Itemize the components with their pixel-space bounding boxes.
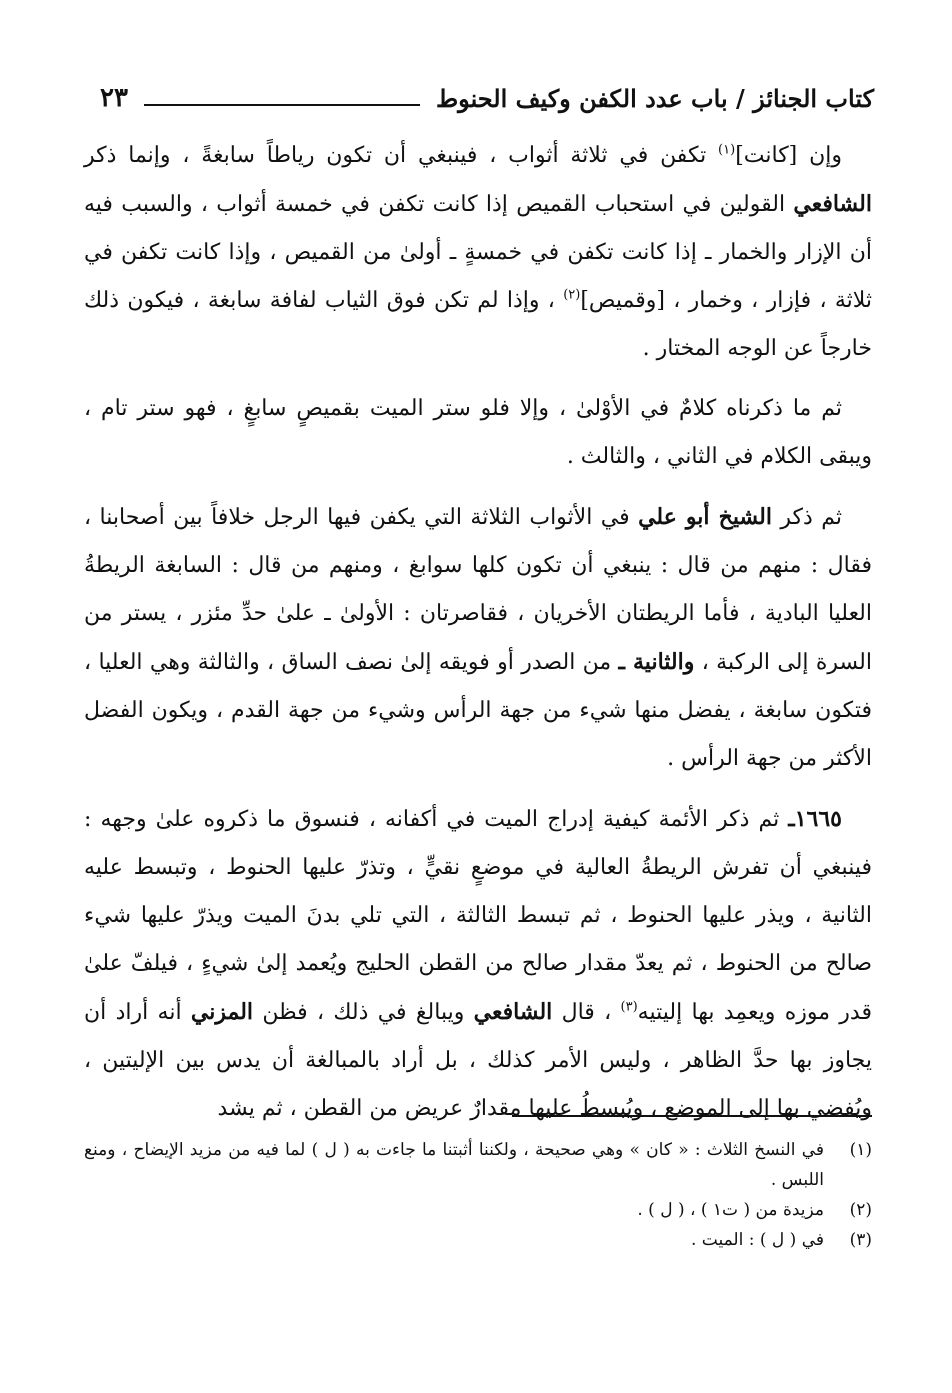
text-run: ويبالغ في ذلك ، فظن [253,1000,474,1025]
name-sheikh-abu-ali: الشيخ أبو علي [638,504,772,530]
footnote-1 [84,1135,872,1195]
footnote-ref-1[interactable]: (١) [718,142,736,158]
footnote-number: (١) [849,1140,872,1160]
footnote-2 [84,1195,872,1225]
text-run: وإن [كانت] [735,143,842,168]
text-run: ، وإذا لم تكن فوق الثياب لفافة سابغة ، فيكون ذلك خارجاً عن الوجه المختار . [84,288,872,361]
section-number: ١٦٦٥ـ [788,806,842,832]
text-run: ثم ذكر [771,505,842,530]
text-run: تكفن في ثلاثة أثواب ، فينبغي أن تكون رياطاً سابغةً ، وإنما ذكر [84,143,719,168]
paragraph-2: ثم ما ذكرناه كلامٌ في الأوْلىٰ ، وإلا فلو ستر الميت بقميصٍ سابغٍ ، فهو ستر تام ، ويبقى الكلام في الثاني ، والثالث . [84,396,872,469]
footnote-3 [84,1225,872,1255]
paragraph-4 [84,795,872,1133]
footnote-ref-2[interactable]: (٢) [563,287,581,303]
text-run: ثم ذكر الأئمة كيفية إدراج الميت في أكفانه ، فنسوق ما ذكروه علىٰ وجهه : فينبغي أن تفرش الريطةُ العالية في موضعٍ نقيٍّ ، وتذرّ عليها الحنوط ، وتبسط عليه الثانية ، ويذر عليها الحنوط ، ثم تبسط الثالثة ، التي تلي بدنَ الميت ويذرّ عليها شيء صالح من الحنوط ، ثم يعدّ مقدار صالح من القطن الحليج ويُعمد إلىٰ شيءٍ ، فيلفّ علىٰ قدر موزه ويعمِد بها إليتيه [84,807,872,1025]
footnote-text: مزيدة من ( ت١ ) ، ( ل ) . [637,1200,824,1220]
main-text [84,132,872,1145]
chapter-title: كتاب الجنائز / باب عدد الكفن وكيف الحنوط [435,83,874,113]
paragraph-3 [84,493,872,783]
footnotes [84,1135,872,1255]
running-header [100,78,874,118]
text-run: القولين في استحباب القميص إذا كانت تكفن في خمسة أثواب ، والسبب فيه أن الإزار والخمار ـ إذا كانت تكفن في خمسةٍ ـ أولىٰ من القميص ، وإذا كانت تكفن في ثلاثة ، فإزار ، وخمار ، [وقميص] [84,192,872,313]
footnote-text: في النسخ الثلاث : « كان » وهي صحيحة ، ولكننا أثبتنا ما جاءت به ( ل ) لما فيه من مزيد الإيضاح ، ومنع اللبس . [84,1140,824,1190]
header-rule [144,104,420,106]
paragraph-1 [84,132,872,373]
footnote-number: (٣) [849,1230,872,1250]
text-run: في الأثواب الثلاثة التي يكفن فيها الرجل خلافاً بين أصحابنا ، فقال : منهم من قال : ينبغي أن تكون كلها سوابغ ، ومنهم من قال : السابغة الريطةُ العليا البادية ، فأما الريطتان الأخريان ، فقاصرتان : الأولىٰ ـ علىٰ حدِّ مئزر ، يستر من السرة إلى الركبة ، [84,505,872,675]
text-run: أنه أراد أن يجاوز بها حدَّ الظاهر ، وليس الأمر كذلك ، بل أراد بالمبالغة أن يدس بين الإليتين ، ويُفضي بها إلى الموضع ، ويُبسطُ عليها مقدارٌ عريض من القطن ، ثم يشد [84,1000,872,1121]
footnote-rule [512,1115,872,1117]
footnote-ref-3[interactable]: (٣) [620,999,638,1015]
term-second: والثانية ـ [618,649,695,675]
name-muzani: المزني [190,999,254,1025]
footnote-number: (٢) [849,1200,872,1220]
name-shafii: الشافعي [793,191,872,217]
text-run: من الصدر أو فويقه إلىٰ نصف الساق ، والثالثة وهي العليا ، فتكون سابغة ، يفضل منها شيء من جهة الرأس وشيء من جهة القدم ، ويكون الفضل الأكثر من جهة الرأس . [84,650,872,771]
footnote-text: في ( ل ) : الميت . [690,1230,824,1250]
text-run: ، قال [552,1000,621,1025]
name-shafii: الشافعي [473,999,553,1025]
page-number: ٢٣ [100,83,128,113]
